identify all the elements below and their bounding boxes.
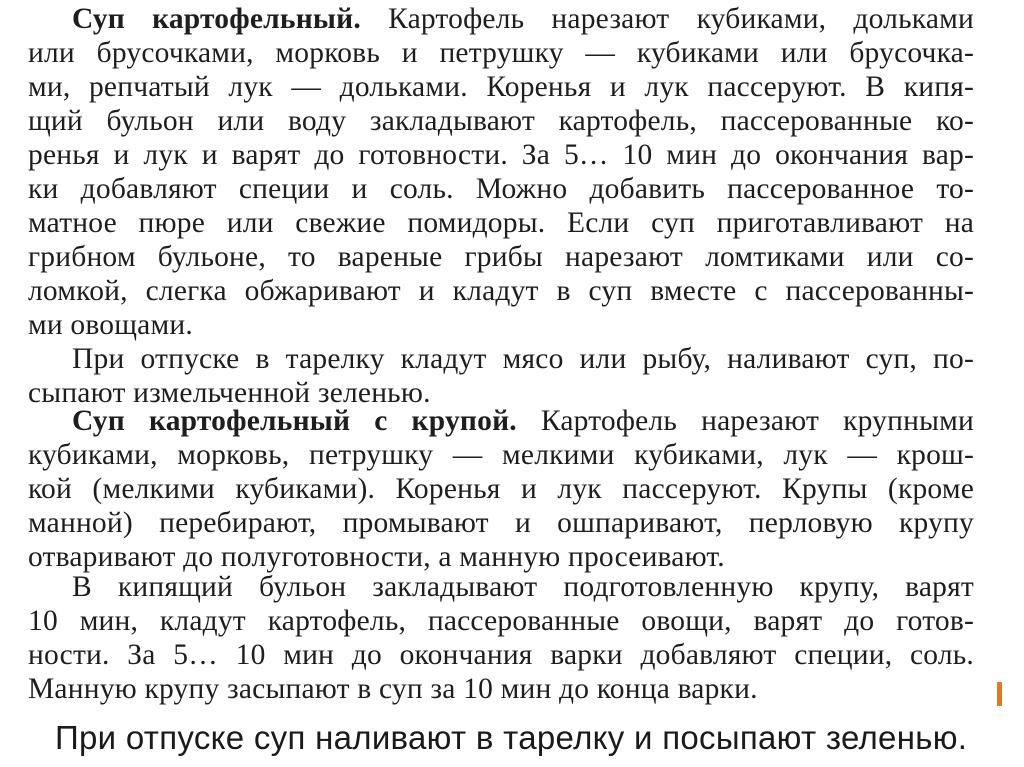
text-line: сыпают измельченной зеленью. (28, 377, 431, 409)
slide-accent-bar (997, 682, 1002, 706)
slide-caption: При отпуске суп наливают в тарелку и посыпают зеленью. (55, 719, 968, 756)
text-line: щий бульон или воду закладывают картофель, пассерованные ко- (28, 105, 974, 137)
text-line: Суп картофельный. Картофель нарезают кубиками, дольками (72, 3, 974, 35)
dish-title: Суп картофельный. (72, 3, 361, 35)
text-line: При отпуске в тарелку кладут мясо или рыбу, наливают суп, по- (72, 343, 974, 375)
text-line: ности. За 5… 10 мин до окончания варки добавляют специи, соль. (28, 639, 974, 671)
text-line: Манную крупу засыпают в суп за 10 мин до конца варки. (28, 673, 758, 705)
text-line: 10 мин, кладут картофель, пассерованные овощи, варят до готов- (28, 605, 974, 637)
text-line: отваривают до полуготовности, а манную просеивают. (28, 541, 725, 573)
text-line: ломкой, слегка обжаривают и кладут в суп вместе с пассерованны- (28, 275, 974, 307)
text-line: В кипящий бульон закладывают подготовленную крупу, варят (72, 571, 974, 603)
text-line: матное пюре или свежие помидоры. Если суп приготавливают на (28, 207, 974, 239)
text-line: манной) перебирают, промывают и ошпаривают, перловую крупу (28, 507, 974, 539)
text-line: ми, репчатый лук — дольками. Коренья и лук пассеруют. В кипя- (28, 71, 974, 103)
text-line: Суп картофельный с крупой. Картофель нарезают крупными (72, 405, 974, 437)
text-line: кубиками, морковь, петрушку — мелкими кубиками, лук — крош- (28, 439, 974, 471)
text-line: кой (мелкими кубиками). Коренья и лук пассеруют. Крупы (кроме (28, 473, 974, 505)
text-line: ренья и лук и варят до готовности. За 5… 10 мин до окончания вар- (28, 139, 974, 171)
dish-title: Суп картофельный с крупой. (72, 405, 517, 437)
text-line: или брусочками, морковь и петрушку — кубиками или брусочка- (28, 37, 974, 69)
text-line: ми овощами. (28, 309, 193, 341)
text-line: ки добавляют специи и соль. Можно добавить пассерованное то- (28, 173, 974, 205)
text-line: грибном бульоне, то вареные грибы нарезают ломтиками или со- (28, 241, 974, 273)
